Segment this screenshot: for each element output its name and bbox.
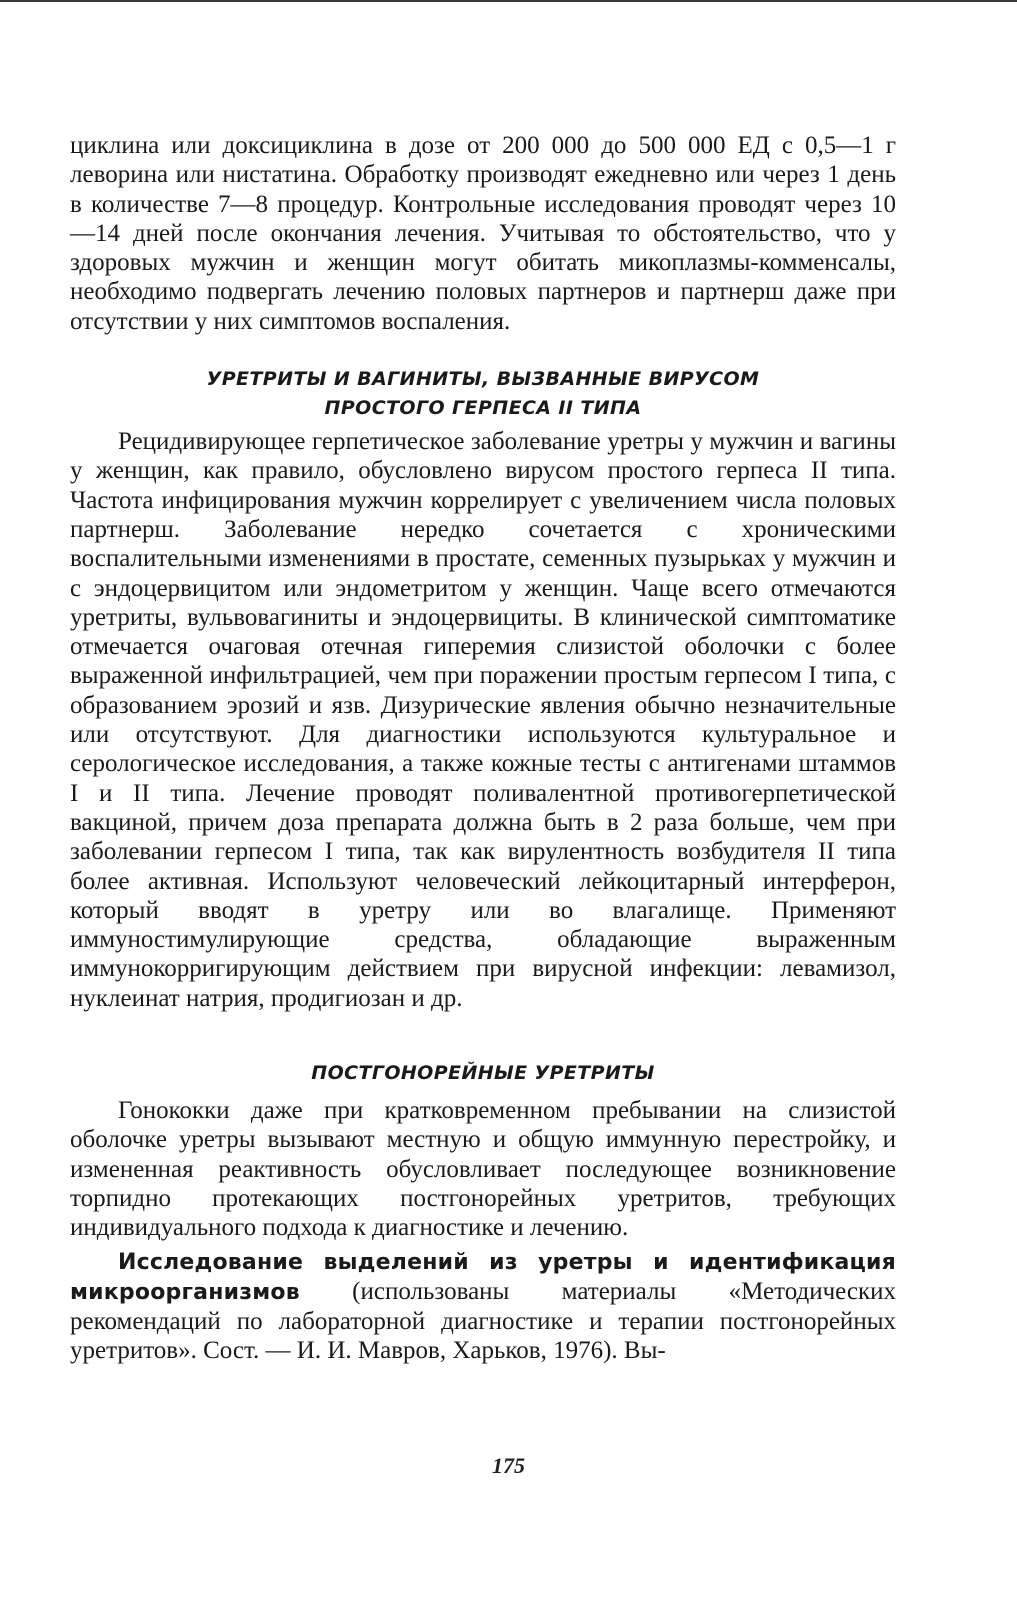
paragraph-postgonorrheal: Гонококки даже при кратковременном пребывании на слизистой оболочке уретры вызывают местную и общую иммунную перестройку, и измененная реактивность обусловливает последующее возникновение торпидно протекающих постгонорейных уретритов, требующих индивидуального подхода к диагностике и лечению. [70,1097,896,1242]
paragraph-continuation: циклина или доксициклина в дозе от 200 000 до 500 000 ЕД с 0,5—1 г леворина или нистатина. Обработку производят ежедневно или через 1 день в количестве 7—8 процедур. Контрольные исследования проводят через 10—14 дней после окончания лечения. Учитывая то обстоятельство, что у здоровых мужчин и женщин могут обитать микоплазмы-комменсалы, необходимо подвергать лечению половых партнеров и партнерш даже при отсутствии у них симптомов воспаления. [70,132,896,335]
paragraph-examination-lead: Исследование выделений из уретры и идентификация микроорганизмов [70,1249,896,1305]
section-heading-herpes [70,365,896,423]
page-number: 175 [492,1453,525,1478]
section-heading-herpes-line1: УРЕТРИТЫ И ВАГИНИТЫ, ВЫЗВАННЫЕ ВИРУСОМ [206,368,760,391]
paragraph-herpes: Рецидивирующее герпетическое заболевание уретры у мужчин и вагины у женщин, как правило, обусловлено вирусом простого герпеса II типа. Частота инфицирования мужчин коррелирует с увеличением числа половых партнерш. Заболевание нередко сочетается с хроническими воспалительными изменениями в простате, семенных пузырьках у мужчин и с эндоцервицитом или эндометритом у женщин. Чаще всего отмечаются уретриты, вульвовагиниты и эндоцервициты. В клинической симптоматике отмечается очаговая отечная гиперемия слизистой оболочки с более выраженной инфильтрацией, чем при поражении простым герпесом I типа, с образованием эрозий и язв. Дизурические явления обычно незначительные или отсутствуют. Для диагностики используются культуральное и серологическое исследования, а также кожные тесты с антигенами штаммов I и II типа. Лечение проводят поливалентной противогерпетической вакциной, причем доза препарата должна быть в 2 раза больше, чем при заболевании герпесом I типа, так как вирулентность возбудителя II типа более активная. Используют человеческий лейкоцитарный интерферон, который вводят в уретру или во влагалище. Применяют иммуностимулирующие средства, обладающие выраженным иммунокорригирующим действием при вирусной инфекции: левамизол, нуклеинат натрия, продигиозан и др. [70,428,896,1012]
page-top-edge [0,0,1017,2]
section-heading-postgonorrheal: ПОСТГОНОРЕЙНЫЕ УРЕТРИТЫ [311,1062,655,1085]
page-body [70,131,896,1366]
paragraph-examination-text: (использованы материалы «Методических рекомендаций по лабораторной диагностике и терапии постгонорейных уретритов». Сост. — И. И. Мавров, Харьков, 1976). Вы- [70,1277,896,1365]
paragraph-examination [70,1247,896,1366]
section-heading-herpes-line2: ПРОСТОГО ГЕРПЕСА II ТИПА [324,397,642,420]
